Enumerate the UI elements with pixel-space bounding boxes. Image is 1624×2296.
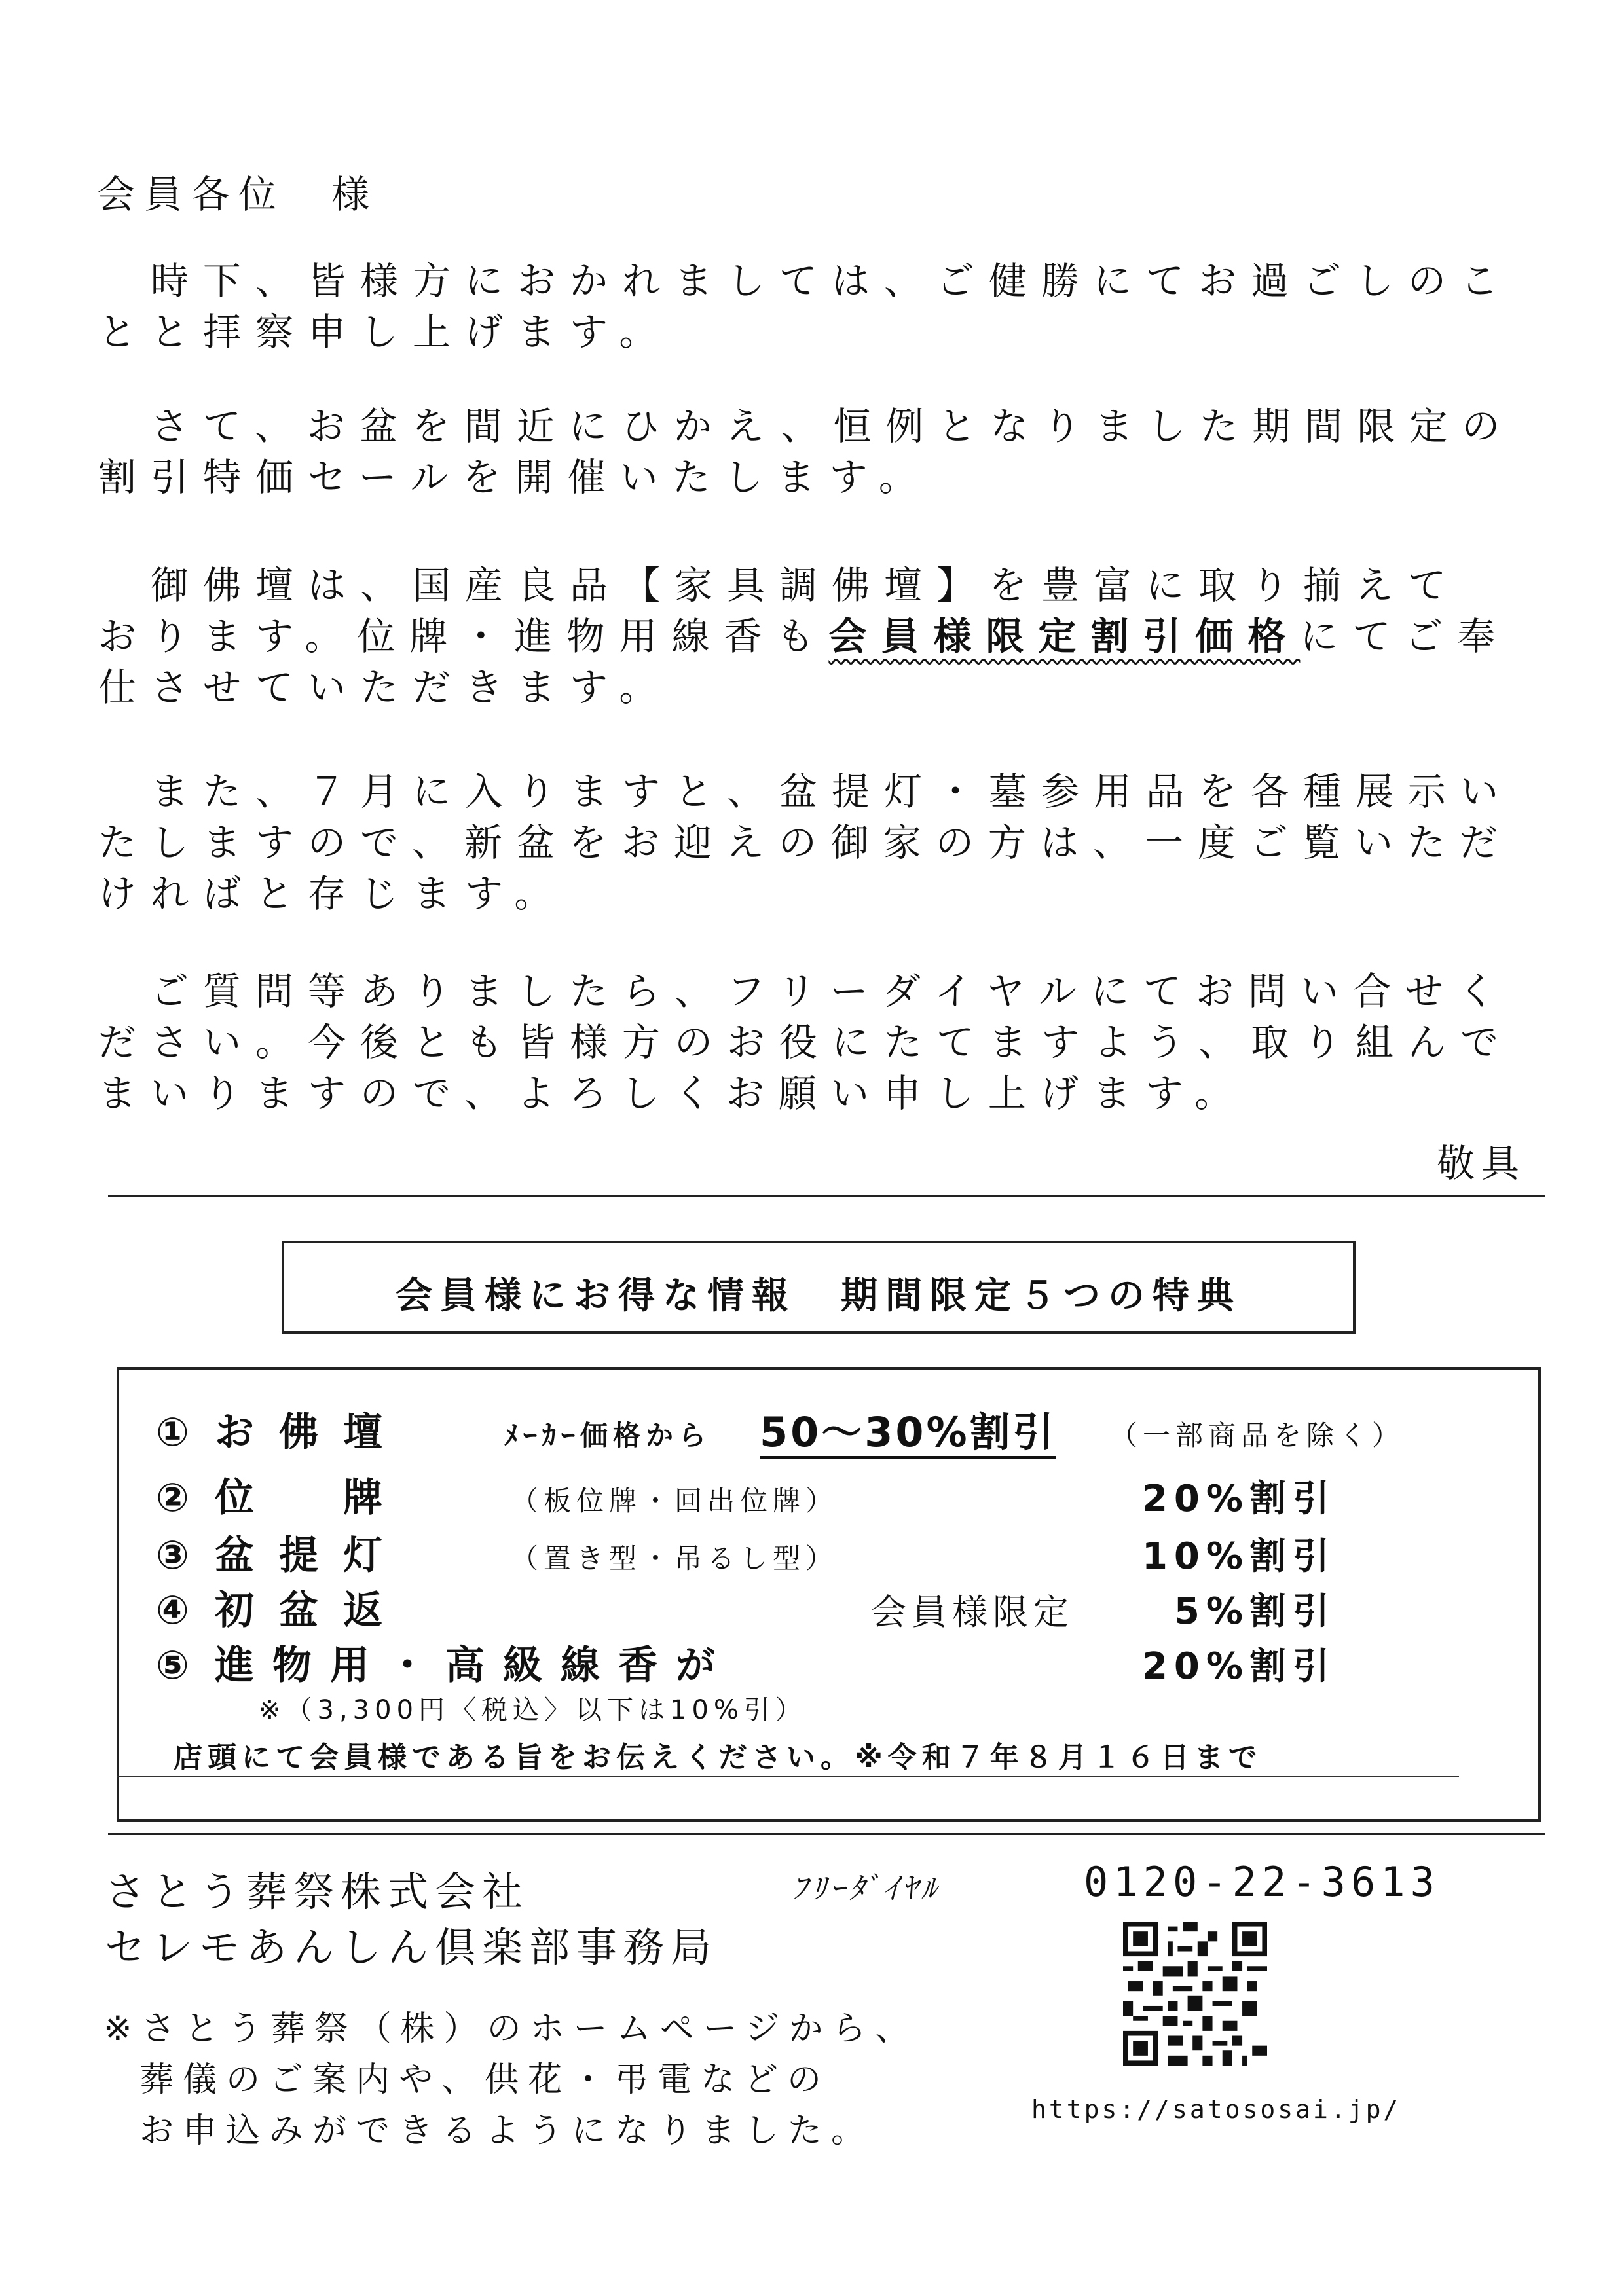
benefit-name: 位 牌 [215,1475,407,1521]
offer-title: 会員様にお得な情報 期間限定５つの特典 [396,1275,1242,1317]
benefit-senko-subnote: ※（3,300円〈税込〉以下は10%引） [259,1695,807,1725]
benefit-butsudan-note: （一部商品を除く） [1110,1419,1405,1451]
homepage-note [103,2003,919,2157]
free-dial-label: ﾌﾘｰﾀﾞｲﾔﾙ [792,1870,940,1906]
benefit-ihai-percent: 20%割引 [1141,1478,1336,1520]
paragraph-line: さて、お盆を間近にひかえ、恒例となりました期間限定の [151,404,1515,448]
homepage-note-line: お申込みができるようになりました。 [139,2111,875,2151]
benefit-row-bonchochin [156,1524,407,1580]
paragraph-butsudan [98,560,1539,713]
phone-number[interactable]: 0120-22-3613 [1084,1858,1440,1906]
office-name: セレモあんしん倶楽部事務局 [105,1923,718,1971]
benefit-number: ④ [156,1588,189,1633]
homepage-note-line: 葬儀のご案内や、供花・弔電などの [139,2060,830,2100]
paragraph-line: ご質問等ありましたら、フリーダイヤルにてお問い合せく [151,969,1510,1013]
benefit-name: お佛壇 [215,1410,407,1455]
homepage-note-line: ※さとう葬祭（株）のホームページから、 [103,2009,919,2049]
benefit-hatsubon-note: 会員様限定 [871,1592,1074,1633]
paragraph-line: ださい。今後とも皆様方のお役にたてますよう、取り組んで [98,1020,1513,1065]
benefit-hatsubon-percent: 5%割引 [1173,1590,1336,1633]
paragraph-line [98,611,1539,662]
paragraph-line: 割引特価セールを開催いたします。 [98,455,931,500]
divider [108,1833,1545,1835]
divider [108,1195,1545,1197]
paragraph-line: ければと存じます。 [98,871,567,916]
benefit-number: ③ [156,1533,189,1578]
salutation-honorific: 様 [331,172,379,217]
qr-code[interactable] [1123,1922,1267,2066]
paragraph-line: また、７月に入りますと、盆提灯・墓参用品を各種展示い [151,769,1513,814]
benefit-bonchochin-percent: 10%割引 [1141,1535,1336,1578]
member-price-highlight: 会員様限定割引価格 [828,614,1301,659]
benefit-senko-percent: 20%割引 [1141,1645,1336,1688]
paragraph-text: にてご奉 [1300,614,1510,659]
paragraph-line: まいりますので、よろしくお願い申し上げます。 [98,1071,1247,1116]
website-url[interactable]: https://satososai.jp/ [1031,2095,1401,2124]
discount-text: 50～30%割引 [760,1408,1056,1459]
paragraph-greeting [98,255,1539,357]
paragraph-line: とと拝察申し上げます。 [98,310,672,354]
benefit-number: ② [156,1475,189,1521]
paragraph-line: 御佛壇は、国産良品【家具調佛壇】を豊富に取り揃えて [151,563,1461,608]
closing-keigu: 敬具 [1436,1141,1526,1186]
paragraph-text: おります。位牌・進物用線香も [98,614,829,659]
benefit-bonchochin-note: （置き型・吊るし型） [511,1542,839,1575]
benefit-name: 初盆返 [215,1588,407,1633]
salutation [97,164,378,219]
benefit-row-senko [156,1634,733,1690]
benefits-inner-divider [117,1776,1459,1777]
paragraph-line: 仕させていただきます。 [98,665,672,710]
paragraph-exhibition [98,766,1539,919]
benefit-number: ① [156,1410,189,1455]
paragraph-inquiry [98,966,1539,1119]
salutation-recipient: 会員各位 [97,172,286,217]
company-name: さとう葬祭株式会社 [105,1868,530,1916]
benefit-row-butsudan [156,1401,407,1457]
benefit-row-hatsubon [156,1579,407,1635]
paragraph-line: たしますので、新盆をお迎えの御家の方は、一度ご覧いただ [98,820,1512,865]
benefit-name: 盆提灯 [215,1533,407,1578]
benefit-number: ⑤ [156,1643,189,1688]
benefit-row-ihai [156,1467,407,1523]
paragraph-sale-announcement [98,401,1539,503]
paragraph-line: 時下、皆様方におかれましては、ご健勝にてお過ごしのこ [151,259,1513,303]
benefit-ihai-note: （板位牌・回出位牌） [511,1485,839,1517]
benefit-name: 進物用・高級線香が [215,1643,733,1688]
benefits-deadline-note: 店頭にて会員様である旨をお伝えください。※令和７年８月１６日まで [174,1741,1263,1774]
benefit-butsudan-discount [760,1400,1056,1458]
offer-title-box [282,1241,1356,1334]
benefit-butsudan-prefix: ﾒｰｶｰ価格から [504,1419,712,1451]
